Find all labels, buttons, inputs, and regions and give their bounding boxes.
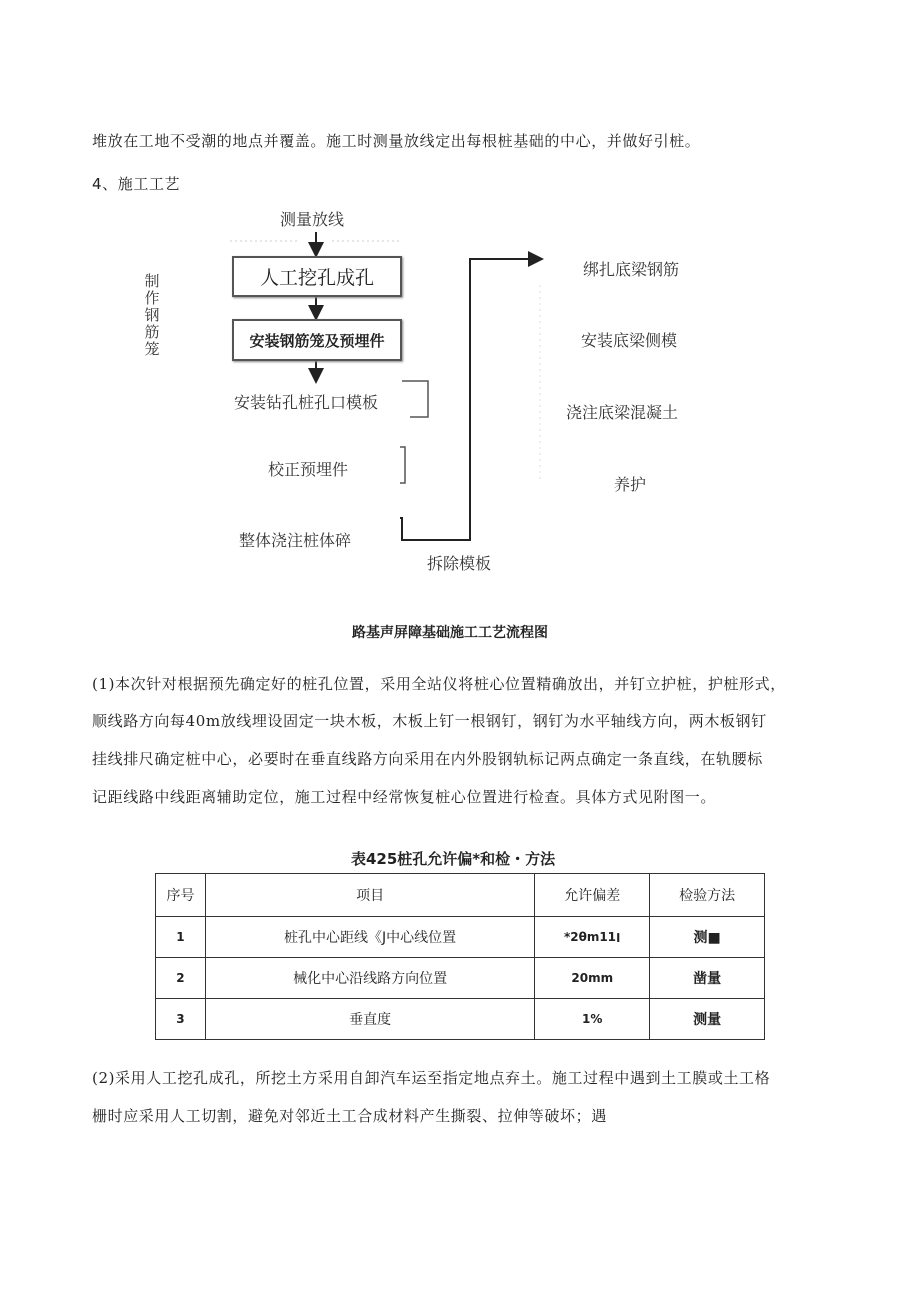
table-cell: 2 bbox=[156, 958, 206, 999]
flow-step-pour: 整体浇注桩体碎 bbox=[239, 531, 352, 550]
flowchart-connectors bbox=[0, 0, 920, 600]
side-label-make-cage bbox=[143, 273, 161, 358]
table-header-cell: 允许偏差 bbox=[535, 874, 650, 917]
flow-step-dig: 人工挖孔成孔 bbox=[259, 267, 374, 289]
table-cell: 桩孔中心距线《J中心线位置 bbox=[205, 917, 534, 958]
paragraph-1-line: (1)本次针对根据预先确定好的桩孔位置，采用全站仪将桩心位置精确放出，并钉立护桩，护桩形式， bbox=[92, 675, 786, 693]
side-label-char: 制 bbox=[144, 272, 160, 290]
flow-box-dig bbox=[232, 256, 402, 297]
section-heading: 4、施工工艺 bbox=[92, 175, 181, 193]
table-cell: 3 bbox=[156, 999, 206, 1040]
bracket-correct bbox=[400, 447, 405, 483]
flow-step-formwork: 安装钻孔桩孔口模板 bbox=[234, 393, 379, 412]
paragraph-2-line: 栅时应采用人工切割，避免对邻近土工合成材料产生撕裂、拉伸等破坏；遇 bbox=[92, 1107, 607, 1125]
table-caption: 表425桩孔允许偏*和检・方法 bbox=[351, 850, 556, 868]
flow-right-step-side-form: 安装底梁侧模 bbox=[581, 331, 678, 350]
paragraph-1-line: 顺线路方向每40m放线埋设固定一块木板，木板上钉一根钢钉，钢钉为水平轴线方向，两木板钢钉 bbox=[92, 712, 767, 730]
table-cell: 凿量 bbox=[650, 958, 765, 999]
flow-right-step-rebar: 绑扎底梁钢筋 bbox=[583, 260, 680, 279]
flow-right-step-cure: 养护 bbox=[614, 475, 647, 494]
flow-step-install-cage: 安装钢筋笼及预埋件 bbox=[249, 331, 385, 350]
table-cell: 垂直度 bbox=[205, 999, 534, 1040]
tolerance-table bbox=[155, 873, 765, 1040]
table-header-row bbox=[156, 874, 765, 917]
table-header-cell: 检验方法 bbox=[650, 874, 765, 917]
table-row bbox=[156, 958, 765, 999]
paragraph-1-line: 挂线排尺确定桩中心，必要时在垂直线路方向采用在内外股钢轨标记两点确定一条直线，在轨腰标 bbox=[92, 750, 763, 768]
table-cell: 1 bbox=[156, 917, 206, 958]
table-cell: 测量 bbox=[650, 999, 765, 1040]
side-label-char: 作 bbox=[144, 289, 160, 307]
table-header-cell: 序号 bbox=[156, 874, 206, 917]
bracket-formwork bbox=[402, 381, 428, 417]
table-row bbox=[156, 999, 765, 1040]
flow-step-survey: 测量放线 bbox=[280, 210, 345, 229]
table-cell: *2θm11׀ bbox=[535, 917, 650, 958]
flow-step-remove-formwork: 拆除模板 bbox=[427, 554, 492, 573]
table-header-cell: 项目 bbox=[205, 874, 534, 917]
paragraph-2-line: (2)采用人工挖孔成孔，所挖土方采用自卸汽车运至指定地点弃土。施工过程中遇到土工膜或土工格 bbox=[92, 1069, 771, 1087]
table-cell: 20mm bbox=[535, 958, 650, 999]
flow-box-install-cage bbox=[232, 319, 402, 361]
table-cell: 械化中心沿线路方向位置 bbox=[205, 958, 534, 999]
connector-pour-to-right bbox=[400, 259, 540, 540]
table-row bbox=[156, 917, 765, 958]
side-label-char: 钢 bbox=[144, 306, 160, 324]
side-label-char: 筋 bbox=[144, 323, 160, 341]
flow-step-correct: 校正预埋件 bbox=[268, 460, 349, 479]
paragraph-1-line: 记距线路中线距离辅助定位，施工过程中经常恢复桩心位置进行检查。具体方式见附图一。 bbox=[92, 788, 717, 806]
table-cell: 测■ bbox=[650, 917, 765, 958]
flowchart-caption: 路基声屏障基础施工工艺流程图 bbox=[352, 625, 548, 641]
side-label-char: 笼 bbox=[144, 340, 160, 358]
paragraph-top-line: 堆放在工地不受潮的地点并覆盖。施工时测量放线定出每根桩基础的中心，并做好引桩。 bbox=[92, 132, 701, 150]
table-cell: 1% bbox=[535, 999, 650, 1040]
flow-right-step-pour-beam: 浇注底梁混凝土 bbox=[566, 403, 679, 422]
